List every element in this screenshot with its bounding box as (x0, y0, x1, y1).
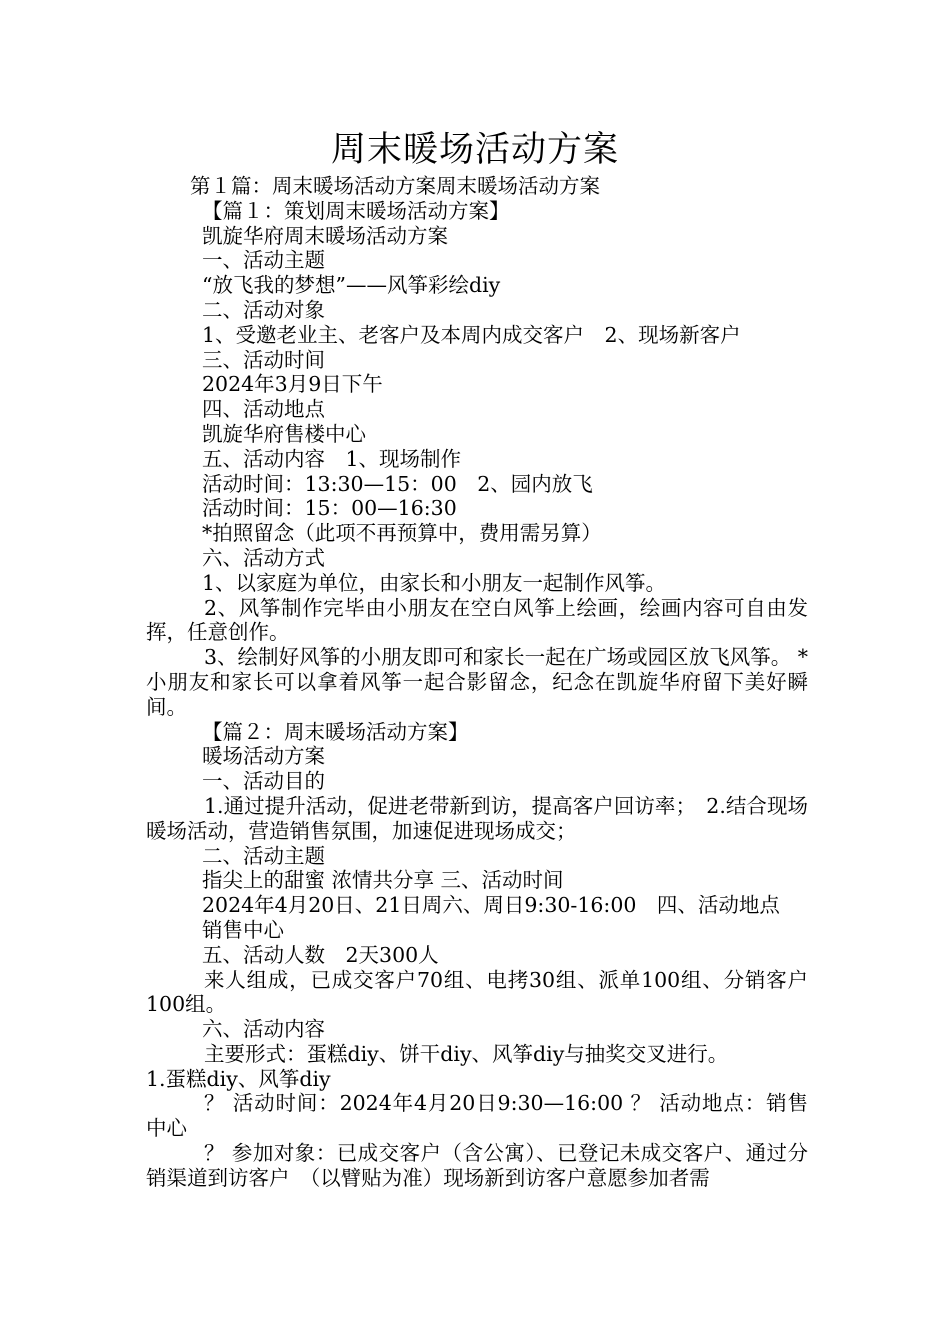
paragraph: 3、绘制好风筝的小朋友即可和家长一起在广场或园区放飞风筝。 *小朋友和家长可以拿着风筝一起合影留念，纪念在凯旋华府留下美好瞬间。 (146, 645, 808, 719)
text-line: 凯旋华府周末暖场活动方案 (202, 223, 448, 248)
text-line: 活动时间：15：00—16:30 (202, 496, 457, 521)
section-heading: 【篇２：周末暖场活动方案】 (202, 719, 469, 744)
text-line: *拍照留念（此项不再预算中，费用需另算） (202, 521, 602, 546)
page-title: 周末暖场活动方案 (330, 130, 619, 170)
section-heading: 第１篇：周末暖场活动方案周末暖场活动方案 (190, 174, 600, 198)
section-heading: 【篇１：策划周末暖场活动方案】 (202, 198, 510, 223)
text-line: 五、活动人数 2天300人 (202, 942, 439, 967)
text-line: 六、活动内容 (202, 1017, 325, 1042)
text-line: “放飞我的梦想”——风筝彩绘diy (202, 273, 501, 298)
text-line: 凯旋华府售楼中心 (202, 421, 366, 446)
text-line: 1.蛋糕diy、风筝diy (146, 1066, 331, 1091)
paragraph: 来人组成，已成交客户70组、电拷30组、派单100组、分销客户100组。 (146, 967, 808, 1017)
text-line: 销售中心 (202, 917, 284, 942)
paragraph: ？ 参加对象：已成交客户（含公寓）、已登记未成交客户、通过分销渠道到访客户 （以臂贴为准）现场新到访客户意愿参加者需 (146, 1141, 808, 1190)
text-line: 一、活动主题 (202, 248, 325, 273)
paragraph: 2、风筝制作完毕由小朋友在空白风筝上绘画，绘画内容可自由发挥，任意创作。 (146, 595, 808, 645)
paragraph: ？ 活动时间：2024年4月20日9:30—16:00 ？ 活动地点：销售中心 (146, 1091, 808, 1141)
text-line: 四、活动地点 (202, 397, 325, 422)
text-line: 暖场活动方案 (202, 744, 325, 769)
paragraph: 2024年4月20日、21日周六、周日9:30-16:00 四、活动地点 (202, 893, 780, 918)
text-line: 主要形式：蛋糕diy、饼干diy、风筝diy与抽奖交叉进行。 (204, 1041, 729, 1066)
text-line: 六、活动方式 (202, 545, 325, 570)
text-line: 二、活动对象 (202, 297, 325, 322)
document-body (146, 174, 808, 1191)
text-line: 指尖上的甜蜜 浓情共分享 三、活动时间 (202, 868, 564, 893)
paragraph: 1.通过提升活动，促进老带新到访，提高客户回访率； 2.结合现场暖场活动，营造销售氛围，加速促进现场成交； (146, 793, 808, 843)
text-line: 二、活动主题 (202, 843, 325, 868)
text-line: 1、受邀老业主、老客户及本周内成交客户 2、现场新客户 (202, 322, 741, 347)
text-line: 三、活动时间 (202, 347, 325, 372)
text-line: 2024年3月9日下午 (202, 372, 383, 397)
text-line: 一、活动目的 (202, 769, 325, 794)
text-line: 活动时间：13:30—15：00 2、园内放飞 (202, 471, 593, 496)
text-line: 五、活动内容 1、现场制作 (202, 446, 462, 471)
text-line: 1、以家庭为单位，由家长和小朋友一起制作风筝。 (202, 570, 667, 595)
